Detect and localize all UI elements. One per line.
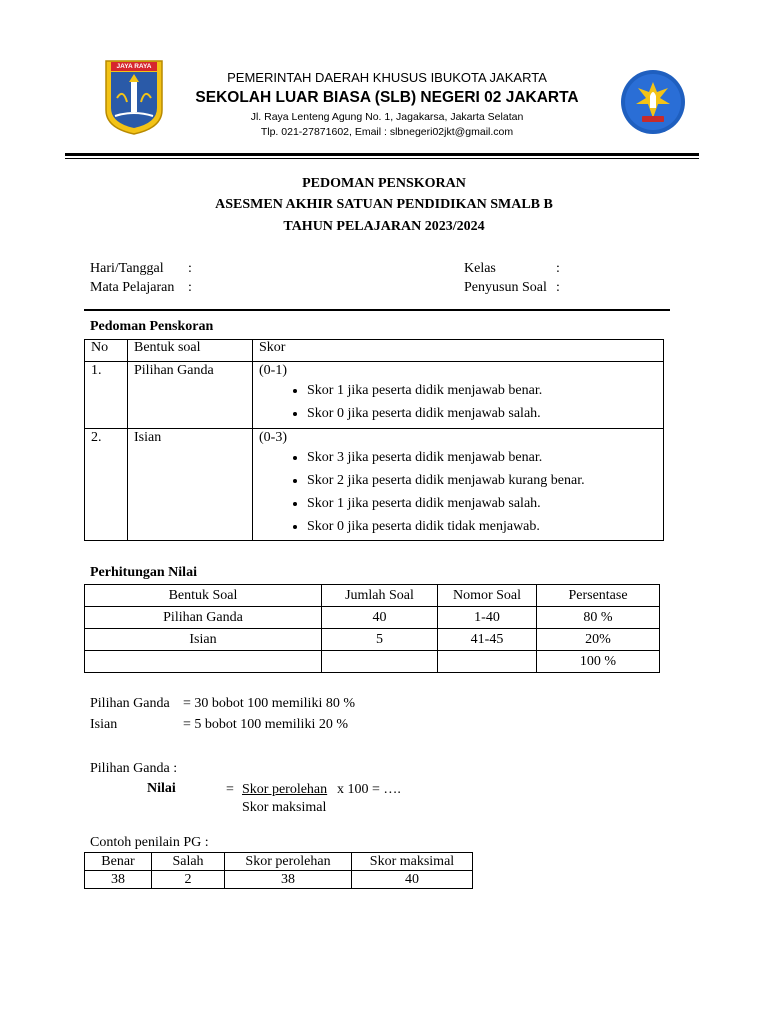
- cell: 40: [352, 871, 473, 889]
- row-skor: [253, 429, 664, 541]
- table-row: [85, 651, 660, 673]
- cell: [438, 651, 537, 673]
- cell: Pilihan Ganda: [85, 607, 322, 629]
- perhitungan-table: [84, 584, 660, 673]
- cell: 41-45: [438, 629, 537, 651]
- jakarta-emblem-logo: [103, 58, 165, 136]
- bobot-isian-label: Isian: [90, 717, 118, 732]
- skor-list: [259, 379, 657, 425]
- header-school-name: SEKOLAH LUAR BIASA (SLB) NEGERI 02 JAKARTA: [195, 89, 579, 106]
- document-subtitle: ASESMEN AKHIR SATUAN PENDIDIKAN SMALB B: [215, 197, 553, 212]
- cell: [85, 651, 322, 673]
- cell: 5: [322, 629, 438, 651]
- rumus-nilai-label: Nilai: [147, 781, 176, 796]
- header-bentuk-soal: Bentuk Soal: [85, 585, 322, 607]
- table-row: [85, 429, 664, 541]
- cell: 1-40: [438, 607, 537, 629]
- row-no: 1.: [85, 362, 128, 429]
- bobot-pg-label: Pilihan Ganda: [90, 696, 170, 711]
- header-contact: Tlp. 021-27871602, Email : slbnegeri02jkt@gmail.com: [260, 126, 514, 138]
- cell: 38: [85, 871, 152, 889]
- header-divider-thick: [65, 153, 699, 156]
- header-skor: Skor: [253, 340, 664, 362]
- hari-tanggal-colon: :: [188, 261, 192, 276]
- pedoman-heading: Pedoman Penskoran: [90, 319, 214, 334]
- kelas-colon: :: [556, 261, 560, 276]
- cell: [322, 651, 438, 673]
- list-item: • Skor 0 jika peserta didik menjawab salah.: [307, 402, 657, 425]
- penyusun-soal-label: Penyusun Soal: [464, 280, 547, 295]
- cell: 80 %: [537, 607, 660, 629]
- list-item: • Skor 1 jika peserta didik menjawab benar.: [307, 379, 657, 402]
- row-skor: [253, 362, 664, 429]
- header-nomor-soal: Nomor Soal: [438, 585, 537, 607]
- perhitungan-heading: Perhitungan Nilai: [90, 565, 197, 580]
- section-divider: [84, 309, 670, 311]
- table-header-row: [85, 853, 473, 871]
- cell: 20%: [537, 629, 660, 651]
- header-skor-perolehan: Skor perolehan: [225, 853, 352, 871]
- header-skor-maksimal: Skor maksimal: [352, 853, 473, 871]
- cell: 38: [225, 871, 352, 889]
- table-row: [85, 362, 664, 429]
- bobot-pg-value: = 30 bobot 100 memiliki 80 %: [183, 696, 355, 711]
- contoh-heading: Contoh penilain PG :: [90, 835, 209, 850]
- header-bentuk-soal: Bentuk soal: [128, 340, 253, 362]
- skor-range: (0-3): [259, 430, 287, 445]
- header-jumlah-soal: Jumlah Soal: [322, 585, 438, 607]
- row-bentuk: Pilihan Ganda: [128, 362, 253, 429]
- rumus-equals: =: [226, 782, 234, 797]
- document-year: TAHUN PELAJARAN 2023/2024: [283, 219, 485, 234]
- rumus-numerator: Skor perolehan: [242, 782, 328, 797]
- header-salah: Salah: [152, 853, 225, 871]
- list-item: • Skor 2 jika peserta didik menjawab kurang benar.: [307, 469, 657, 492]
- mata-pelajaran-colon: :: [188, 280, 192, 295]
- list-item: • Skor 1 jika peserta didik menjawab salah.: [307, 492, 657, 515]
- cell: 2: [152, 871, 225, 889]
- rumus-denominator: Skor maksimal: [242, 800, 327, 815]
- cell: 100 %: [537, 651, 660, 673]
- list-item: • Skor 3 jika peserta didik menjawab benar.: [307, 446, 657, 469]
- header-government: PEMERINTAH DAERAH KHUSUS IBUKOTA JAKARTA: [227, 70, 547, 85]
- hari-tanggal-label: Hari/Tanggal: [90, 261, 164, 276]
- list-item: • Skor 0 jika peserta didik tidak menjawab.: [307, 515, 657, 538]
- skor-list: [259, 446, 657, 538]
- penyusun-soal-colon: :: [556, 280, 560, 295]
- table-header-row: [85, 340, 664, 362]
- header-persentase: Persentase: [537, 585, 660, 607]
- table-row: [85, 629, 660, 651]
- contoh-table: [84, 852, 473, 889]
- bobot-isian-value: = 5 bobot 100 memiliki 20 %: [183, 717, 348, 732]
- table-row: [85, 607, 660, 629]
- header-no: No: [85, 340, 128, 362]
- mata-pelajaran-label: Mata Pelajaran: [90, 280, 175, 295]
- row-no: 2.: [85, 429, 128, 541]
- rumus-tail: x 100 = ….: [337, 782, 401, 797]
- logo-text: JAYA RAYA: [116, 63, 152, 70]
- header-divider-thin: [65, 158, 699, 159]
- header-benar: Benar: [85, 853, 152, 871]
- tut-wuri-handayani-logo: [620, 68, 686, 136]
- header-address: Jl. Raya Lenteng Agung No. 1, Jagakarsa, Jakarta Selatan: [250, 111, 524, 123]
- document-title: PEDOMAN PENSKORAN: [302, 176, 466, 191]
- kelas-label: Kelas: [464, 261, 496, 276]
- cell: 40: [322, 607, 438, 629]
- table-row: [85, 871, 473, 889]
- row-bentuk: Isian: [128, 429, 253, 541]
- table-header-row: [85, 585, 660, 607]
- skor-range: (0-1): [259, 363, 287, 378]
- pedoman-table: [84, 339, 664, 541]
- rumus-pg-label: Pilihan Ganda :: [90, 761, 178, 776]
- cell: Isian: [85, 629, 322, 651]
